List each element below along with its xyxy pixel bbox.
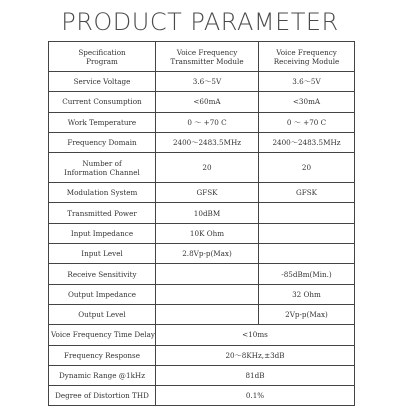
row-label: Number of Information Channel (49, 153, 156, 183)
transmitter-value: GFSK (156, 183, 259, 203)
table-row (49, 183, 355, 203)
row-label: Output Impedance (49, 284, 156, 304)
receiver-value: -85dBm(Min.) (259, 264, 355, 284)
table-header-row (49, 42, 355, 72)
receiver-value: 0 ～ +70 C (259, 112, 355, 132)
table-row-merged (49, 365, 355, 385)
transmitter-value: 20 (156, 153, 259, 183)
transmitter-value: 10K Ohm (156, 223, 259, 243)
shared-value: 0.1% (156, 386, 355, 406)
table-row (49, 112, 355, 132)
receiver-value (259, 203, 355, 223)
header-transmitter-module: Voice Frequency Transmitter Module (156, 42, 259, 72)
table-row (49, 223, 355, 243)
receiver-value: 3.6～5V (259, 72, 355, 92)
table-row (49, 92, 355, 112)
receiver-value: 2400～2483.5MHz (259, 132, 355, 152)
header-spec-program: Specification Program (49, 42, 156, 72)
receiver-value (259, 244, 355, 264)
receiver-value: 20 (259, 153, 355, 183)
row-label: Frequency Domain (49, 132, 156, 152)
row-label: Transmitted Power (49, 203, 156, 223)
table-row (49, 264, 355, 284)
transmitter-value: 3.6～5V (156, 72, 259, 92)
table-row (49, 132, 355, 152)
row-label: Output Level (49, 304, 156, 324)
table-row (49, 153, 355, 183)
row-label: Degree of Distortion THD (49, 386, 156, 406)
transmitter-value (156, 304, 259, 324)
receiver-value: <30mA (259, 92, 355, 112)
row-label: Modulation System (49, 183, 156, 203)
row-label: Current Consumption (49, 92, 156, 112)
receiver-value (259, 223, 355, 243)
row-label: Work Temperature (49, 112, 156, 132)
transmitter-value: <60mA (156, 92, 259, 112)
transmitter-value (156, 284, 259, 304)
receiver-value: 32 Ohm (259, 284, 355, 304)
table-row-merged (49, 345, 355, 365)
table-row (49, 284, 355, 304)
row-label: Dynamic Range @1kHz (49, 365, 156, 385)
receiver-value: 2Vp-p(Max) (259, 304, 355, 324)
row-label: Input Level (49, 244, 156, 264)
transmitter-value: 2400～2483.5MHz (156, 132, 259, 152)
header-receiving-module: Voice Frequency Receiving Module (259, 42, 355, 72)
row-label: Receive Sensitivity (49, 264, 156, 284)
shared-value: 20～8KHz,±3dB (156, 345, 355, 365)
shared-value: 81dB (156, 365, 355, 385)
row-label: Service Voltage (49, 72, 156, 92)
table-row-merged (49, 386, 355, 406)
receiver-value: GFSK (259, 183, 355, 203)
table-row (49, 244, 355, 264)
transmitter-value: 2.8Vp-p(Max) (156, 244, 259, 264)
table-row (49, 72, 355, 92)
row-label: Voice Frequency Time Delay (49, 325, 156, 345)
table-row (49, 203, 355, 223)
transmitter-value: 10dBM (156, 203, 259, 223)
shared-value: <10ms (156, 325, 355, 345)
page-title: PRODUCT PARAMETER (61, 8, 339, 36)
parameter-table (48, 41, 355, 406)
table-row-merged (49, 325, 355, 345)
transmitter-value: 0 ～ +70 C (156, 112, 259, 132)
row-label: Input Impedance (49, 223, 156, 243)
row-label: Frequency Response (49, 345, 156, 365)
table-row (49, 304, 355, 324)
transmitter-value (156, 264, 259, 284)
